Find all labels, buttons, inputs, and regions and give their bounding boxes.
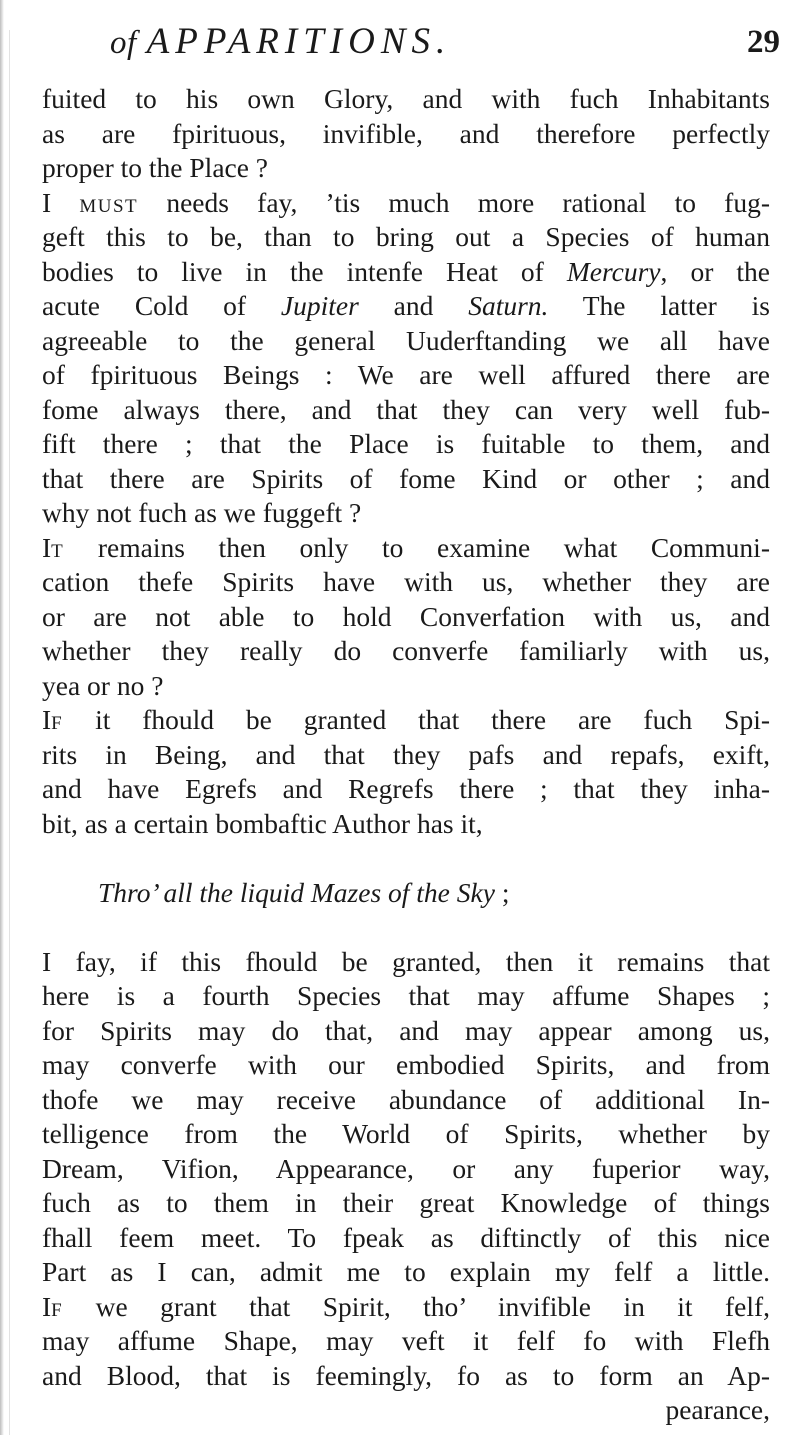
text-line: whether they really do converfe familiarly with us, [42,635,770,666]
running-title [110,20,451,63]
text-line: fuch as to them in their great Knowledge of things [42,1187,770,1218]
italic-run: Jupiter [280,290,359,321]
verse-punctuation: ; [494,876,510,908]
text-run: I [42,186,80,218]
verse-spacing [42,910,770,945]
small-caps-run: T [51,540,65,562]
page-edge-shadow [0,0,4,1435]
text-line: fome always there, and that they can very well fub- [42,393,770,425]
text-run: we grant that Spirit, tho’ invifible in it felf, [63,1290,770,1322]
text-line: fuited to his own Glory, and with fuch Inhabitants [42,83,770,114]
text-line: rits in Being, and that they pafs and repafs, exift, [42,738,770,770]
paragraph-start-line [42,531,770,566]
text-run: I [42,704,52,735]
text-line: or are not able to hold Converfation with us, and [42,600,770,632]
text-line: and Blood, that is feemingly, fo as to form an Ap- [42,1359,770,1391]
catchword-line: pearance, [665,1394,770,1425]
text-run: and [358,290,469,321]
text-run: The latter is [548,290,770,321]
text-line: telligence from the World of Spirits, whether by [42,1118,770,1149]
text-line: proper to the Place ? [42,152,269,183]
text-line: for Spirits may do that, and may appear among us, [42,1014,770,1046]
text-line [42,289,770,324]
page-gutter-line [9,30,10,1435]
paragraph-start-line [42,186,770,221]
verse-spacing [42,841,770,876]
text-run: it fhould be granted that there are fuch Spi- [63,704,770,735]
text-line: cation thefe Spirits have with us, whether they are [42,566,770,597]
text-line: may affume Shape, may veft it felf fo with Flefh [42,1325,770,1356]
text-line: bit, as a certain bombaftic Author has it, [42,807,483,839]
page-number: 29 [747,24,780,60]
paragraph-start-line [42,1290,770,1325]
text-line: why not fuch as we fuggeft ? [42,497,362,528]
text-line: yea or no ? [42,669,164,701]
text-run: acute Cold of [42,290,281,321]
text-line: fift there ; that the Place is fuitable to them, and [42,428,770,459]
text-line: and have Egrefs and Regrefs there ; that they inha- [42,773,770,804]
running-title-of: of [110,25,137,61]
verse-text: Thro’ all the liquid Mazes of the Sky [98,876,495,908]
text-run: I [42,1290,52,1322]
text-line: of fpirituous Beings : We are well affured there are [42,359,770,390]
italic-run: Mercury [566,255,661,287]
text-line: geft this to be, than to bring out a Species of human [42,221,770,252]
text-run: I [42,531,52,563]
body-text [42,82,770,1428]
text-line: fhall feem meet. To fpeak as diftinctly of this nice [42,1221,770,1253]
text-line: I fay, if this fhould be granted, then it remains that [42,945,770,977]
text-run: bodies to live in the intenfe Heat of [42,255,567,287]
small-caps-run: F [51,1299,64,1321]
verse-quotation [42,876,770,911]
text-line: may converfe with our embodied Spirits, and from [42,1049,770,1080]
text-run: needs fay, ’tis much more rational to fug- [138,186,770,218]
small-caps-run: F [51,713,64,734]
running-header [0,12,800,72]
text-line: that there are Spirits of fome Kind or other ; and [42,462,770,494]
text-line: Part as I can, admit me to explain my felf a little. [42,1256,770,1287]
text-line: Dream, Vifion, Appearance, or any fuperior way, [42,1152,770,1184]
text-run: , or the [660,255,770,287]
text-line: here is a fourth Species that may affume Shapes ; [42,980,770,1011]
text-line: agreeable to the general Uuderftanding we all have [42,324,770,356]
text-run: remains then only to examine what Communi- [64,531,770,563]
text-line: as are fpirituous, invifible, and therefore perfectly [42,117,770,149]
small-caps-run: MUST [79,195,139,217]
text-line: thofe we may receive abundance of additional In- [42,1083,770,1115]
italic-run: Saturn. [468,290,549,321]
text-line [42,255,770,290]
running-title-word: APPARITIONS. [146,21,452,62]
paragraph-start-line [42,703,770,738]
